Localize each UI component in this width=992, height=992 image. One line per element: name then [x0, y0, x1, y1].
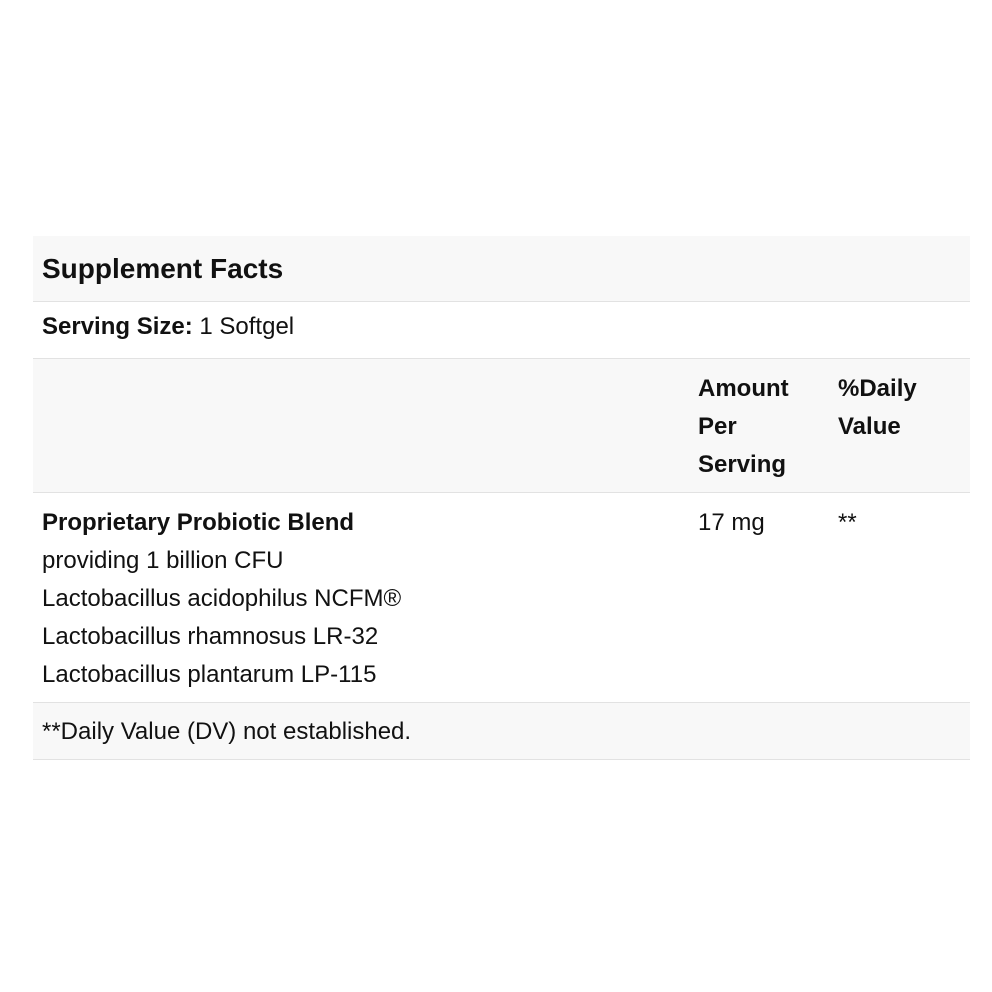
ingredient-row [33, 493, 970, 703]
ingredient-amount: 17 mg [698, 509, 765, 536]
serving-size-row [33, 302, 970, 359]
ingredient-line: Lactobacillus acidophilus NCFM® [42, 585, 402, 612]
amount-header-line: Serving [698, 451, 787, 478]
amount-header-line: Per [698, 413, 737, 440]
footnote: **Daily Value (DV) not established. [42, 718, 412, 745]
serving-size-label: Serving Size: [42, 313, 193, 340]
title-row [33, 236, 970, 302]
ingredient-line: Lactobacillus rhamnosus LR-32 [42, 623, 379, 650]
dv-header-line: %Daily [838, 375, 917, 402]
amount-header-line: Amount [698, 375, 789, 402]
amount-per-serving-header [698, 370, 828, 484]
dv-header-line: Value [838, 413, 901, 440]
ingredient-name: Proprietary Probiotic Blend [42, 509, 355, 536]
column-header-row [33, 359, 970, 493]
footnote-row [33, 703, 970, 760]
panel-title: Supplement Facts [42, 253, 284, 284]
ingredient-daily-value: ** [838, 509, 857, 536]
ingredient-line: providing 1 billion CFU [42, 547, 284, 574]
daily-value-header [838, 370, 968, 446]
serving-size-value: 1 Softgel [199, 313, 295, 340]
ingredient-line: Lactobacillus plantarum LP-115 [42, 661, 377, 688]
supplement-facts-panel [33, 236, 970, 760]
